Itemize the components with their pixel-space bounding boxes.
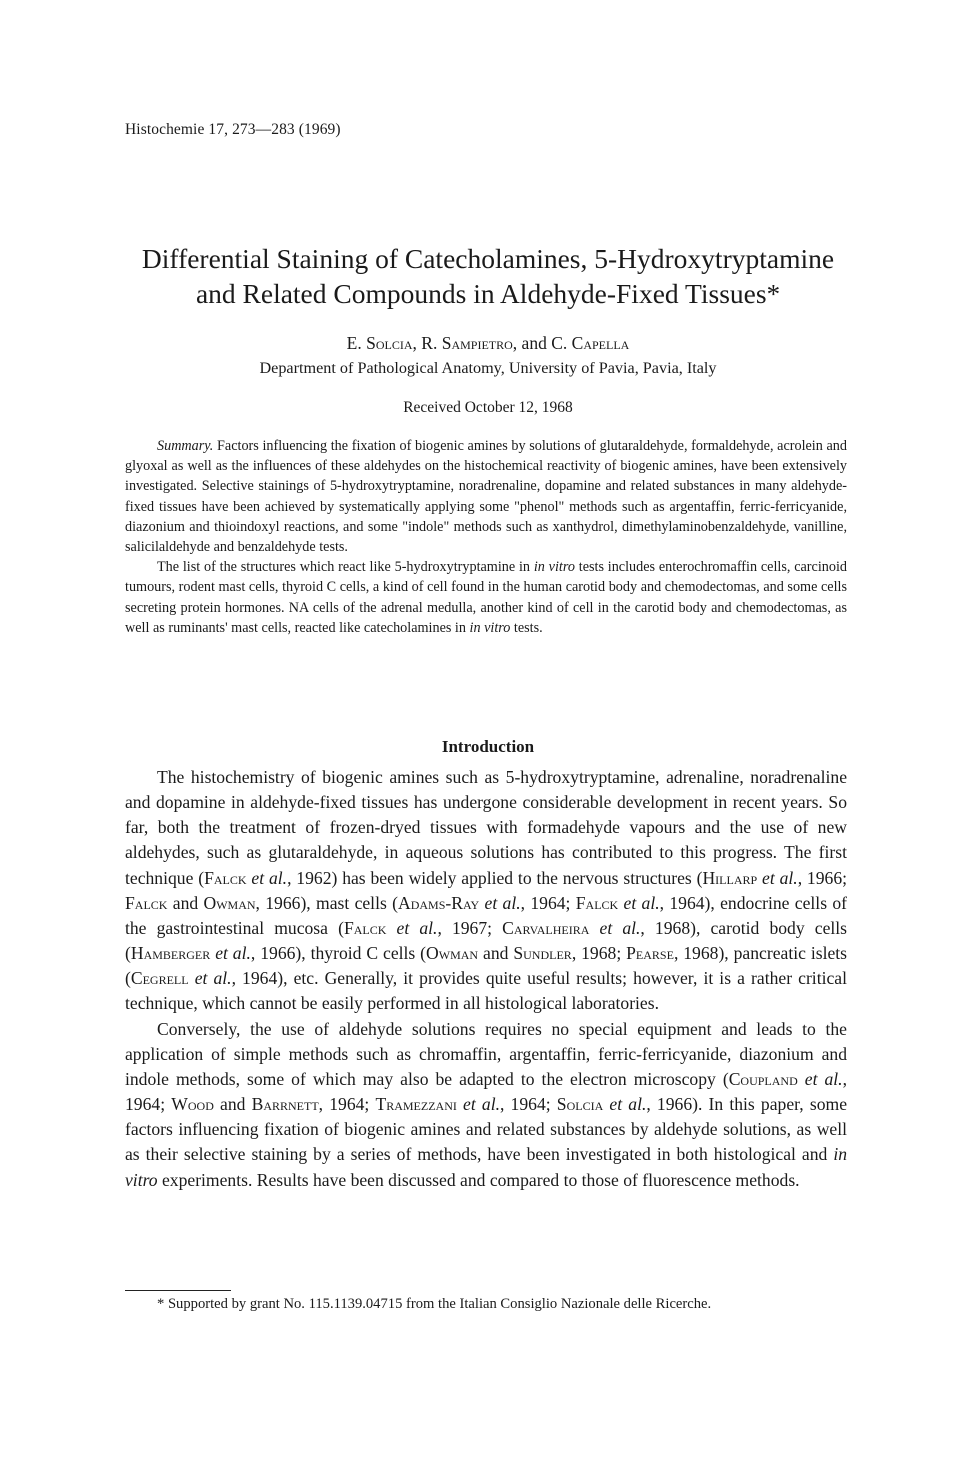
citation-author: Adams-Ray (397, 892, 480, 913)
author-conjunction: and (521, 333, 547, 353)
italic-run: et al. (609, 1094, 647, 1115)
citation-author: Coupland (728, 1068, 798, 1089)
introduction-heading: Introduction (441, 737, 535, 756)
italic-run: et al. (396, 917, 438, 938)
text-run: , 1968; (571, 943, 627, 964)
text-run: , 1967; (437, 917, 503, 938)
text-run: , 1964; (520, 892, 576, 913)
text-run: , 1962) has been widely applied to the nervous structures ( (287, 867, 703, 888)
summary-section (125, 436, 847, 638)
citation-author: Hamberger (130, 943, 211, 964)
author-2-initial: R. (421, 333, 438, 353)
received-date: Received October 12, 1968 (403, 399, 573, 416)
summary-paragraph-1 (125, 436, 847, 557)
summary-text-2a: The list of the structures which react like 5-hydroxytryptamine in (157, 559, 531, 576)
citation-author: Falck (343, 917, 387, 938)
italic-run: et al. (194, 968, 232, 989)
text-run: and (478, 943, 514, 964)
text-run: , 1964), endocrine cells of the gastrointestinal mucosa ( (125, 892, 848, 938)
text-run: and (167, 892, 204, 913)
citation-author: Pearse (626, 943, 674, 964)
intro-paragraph-2 (125, 1017, 847, 1193)
summary-text-1: Factors influencing the fixation of biogenic amines by solutions of glutaraldehyde, formaldehyde, acrolein and glyoxal as well as the influences of these aldehydes on the histochemical reactivity of biogenic amines, have been extensively investigated. Selective stainings of 5-hydroxytryptamine, noradrenaline, dopamine and related substances in many aldehyde-fixed tissues have been achieved by systematically applying some "phenol" methods such as argentaffin, ferric-ferricyanide, diazonium and thioindoxyl reactions, and some "indole" methods such as xanthydrol, dimethylaminobenzaldehyde, vanilline, salicilaldehyde and benzaldehyde tests. (125, 438, 847, 556)
text-run: , 1966). In this paper, some factors influencing fixation of biogenic amines and related substances by aldehyde solutions, as well as their selective staining by a series of methods, have been investigated in both histological and (125, 1094, 847, 1165)
author-3-initial: C. (551, 333, 568, 353)
citation-author: Cegrell (130, 968, 189, 989)
title-line-2: and Related Compounds in Aldehyde-Fixed Tissues (195, 278, 767, 309)
affiliation: Department of Pathological Anatomy, University of Pavia, Pavia, Italy (259, 359, 717, 377)
text-run: , 1966), thyroid C cells ( (250, 943, 427, 964)
paper-title (100, 241, 876, 312)
summary-label: Summary. (157, 438, 214, 454)
citation-author: Owman (426, 943, 479, 964)
citation-author: Solcia (556, 1094, 604, 1115)
citation-author: Owman (203, 892, 256, 913)
title-line-1: Differential Staining of Catecholamines, 5-Hydroxytryptamine (141, 243, 835, 274)
author-1-name: Solcia (366, 333, 413, 353)
summary-italic-2: in vitro (469, 619, 511, 636)
summary-text-2b: tests includes enterochromaffin cells, carcinoid tumours, rodent mast cells, thyroid C cells, a kind of cell found in the human carotid body and chemodectomas, and some cells secreting protein hormones. NA cells of the adrenal medulla, another kind of cell in the carotid body and chemodectomas, as well as ruminants' mast cells, reacted like catecholamines in (125, 559, 847, 636)
author-list: E. Solcia, R. Sampietro, and C. Capella (346, 333, 630, 353)
citation-author: Hillarp (702, 867, 758, 888)
author-3-name: Capella (571, 333, 630, 353)
text-run: Conversely, the use of aldehyde solutions requires no special equipment and leads to the application of simple methods such as chromaffin, argentaffin, ferric-ferricyanide, diazonium and indole methods, some of which may also be adapted to the electron microscopy ( (125, 1018, 847, 1089)
text-run: , 1964; (500, 1094, 557, 1115)
journal-reference: Histochemie 17, 273—283 (1969) (125, 121, 341, 138)
text-run: , 1964; (318, 1094, 376, 1115)
summary-paragraph-2 (125, 557, 847, 638)
citation-author: Sundler (513, 943, 572, 964)
citation-author: Wood (171, 1094, 214, 1115)
italic-run: et al. (804, 1068, 843, 1089)
text-run: , 1968), carotid body cells ( (125, 917, 848, 964)
italic-run: et al. (463, 1094, 500, 1115)
author-1-initial: E. (346, 333, 362, 353)
italic-run: in vitro (125, 1144, 847, 1190)
text-run (798, 1069, 805, 1089)
title-footnote-mark: * (766, 279, 781, 309)
text-run: , 1966), mast cells ( (255, 892, 398, 913)
citation-author: Falck (575, 892, 619, 913)
citation-author: Falck (204, 867, 247, 888)
text-run: , 1964; (125, 1068, 847, 1115)
author-2-name: Sampietro (441, 333, 513, 353)
italic-run: et al. (251, 867, 288, 888)
summary-italic-1: in vitro (533, 559, 575, 576)
citation-author: Tramezzani (375, 1094, 457, 1115)
introduction-body (125, 765, 847, 1193)
citation-author: Carvalheira (502, 917, 590, 938)
intro-paragraph-1 (125, 765, 847, 1017)
footnote-rule (125, 1290, 231, 1291)
italic-run: et al. (623, 892, 660, 913)
citation-author: Barrnett (251, 1094, 319, 1115)
summary-text-2c: tests. (513, 619, 543, 636)
text-run: , 1966; (797, 867, 848, 888)
text-run: The histochemistry of biogenic amines such as 5-hydroxytryptamine, adrenaline, noradrenaline and dopamine in aldehyde-fixed tissues has undergone considerable development in recent years. So far, both the treatment of frozen-dryed tissues with formadehyde vapours and the use of new aldehydes, such as glutaraldehyde, in aqueous solutions has contributed to this progress. The first technique ( (125, 767, 847, 888)
italic-run: et al. (599, 917, 641, 938)
citation-author: Falck (125, 892, 168, 913)
footnote: * Supported by grant No. 115.1139.04715 from the Italian Consiglio Nazionale delle Ricerche. (157, 1296, 712, 1312)
text-run: and (213, 1094, 252, 1115)
text-run: , 1964), etc. Generally, it provides quite useful results; however, it is a rather critical technique, which cannot be easily performed in all histological laboratories. (125, 968, 847, 1014)
italic-run: et al. (215, 943, 251, 964)
text-run: , 1968), pancreatic islets ( (125, 943, 848, 989)
text-run (589, 918, 599, 938)
italic-run: et al. (762, 867, 798, 888)
italic-run: et al. (484, 892, 521, 913)
text-run (386, 918, 396, 938)
text-run: experiments. Results have been discussed and compared to those of fluorescence methods. (157, 1169, 800, 1190)
